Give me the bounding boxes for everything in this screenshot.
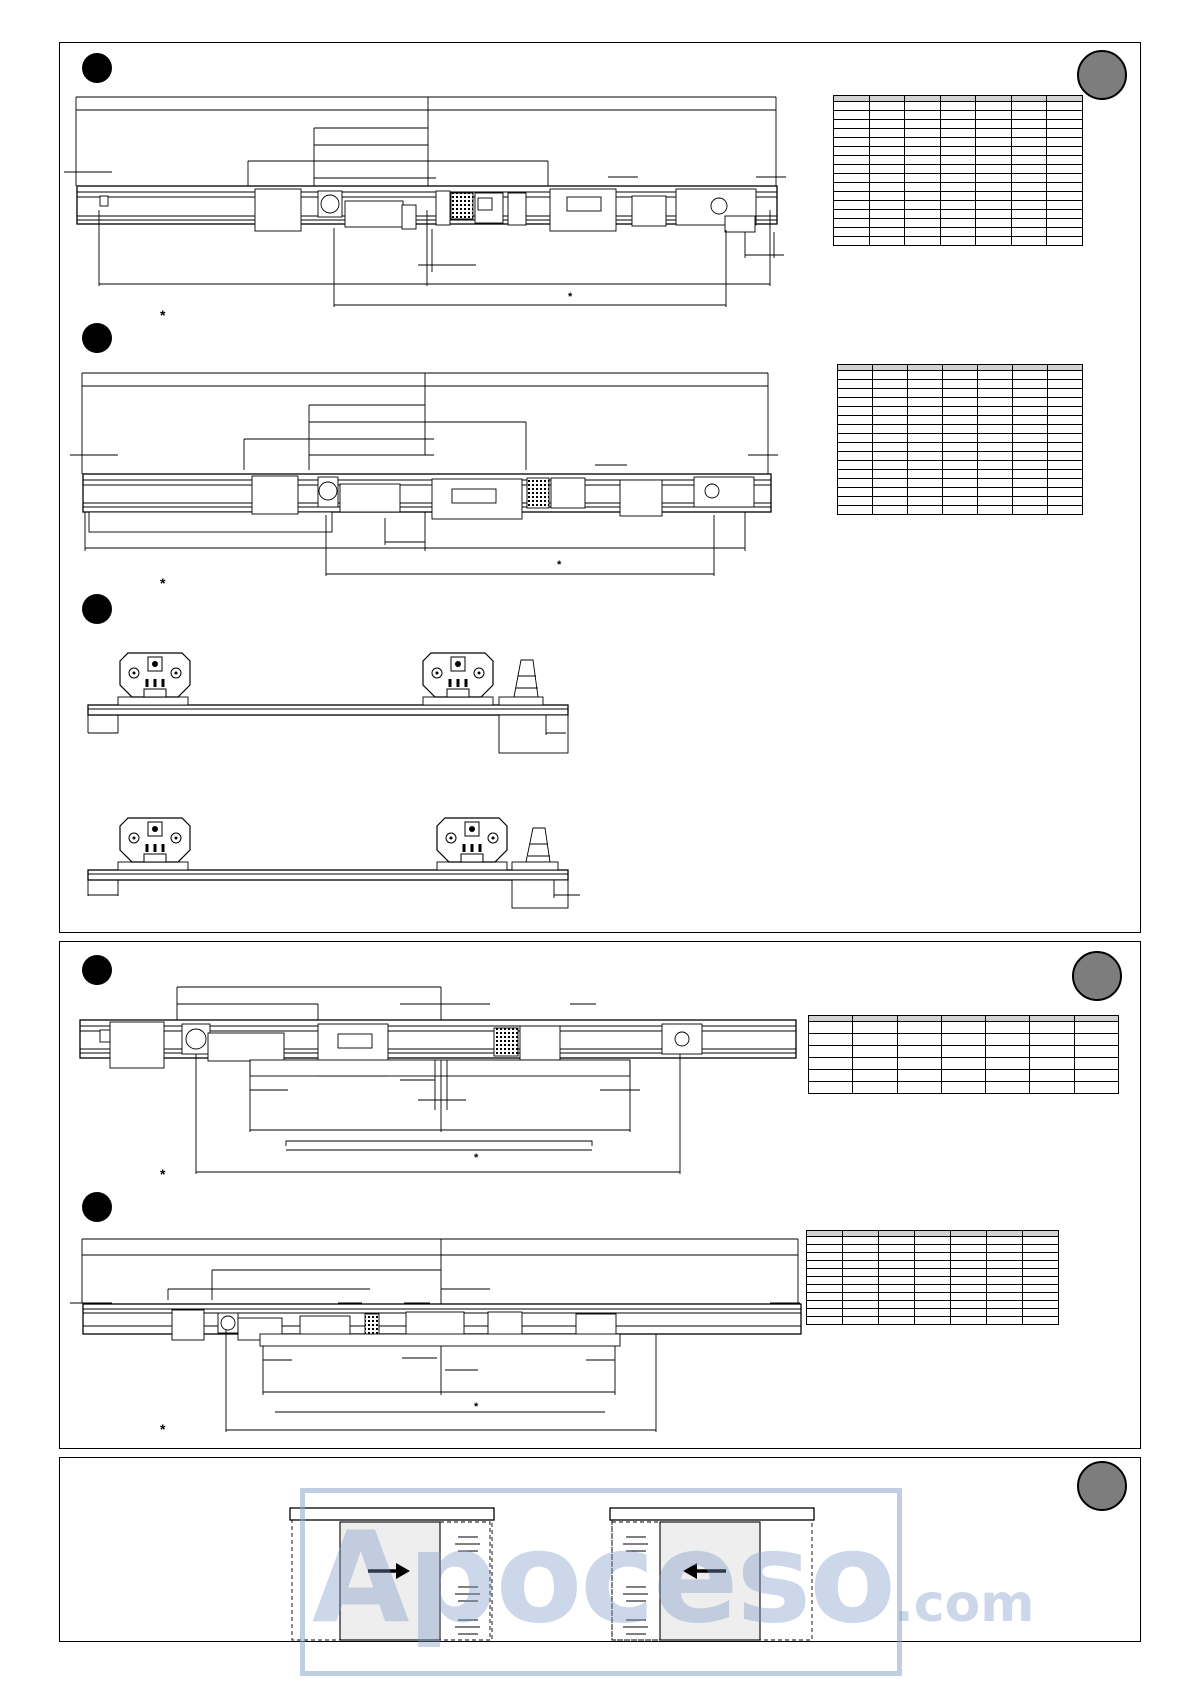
carriage-3a-right bbox=[423, 653, 493, 697]
carriage-3a-left bbox=[120, 653, 190, 697]
dim-star-2: * bbox=[557, 559, 562, 571]
dim-star-4: * bbox=[474, 1152, 479, 1164]
dim-star-5: * bbox=[474, 1401, 479, 1413]
diagram-4-drawing bbox=[80, 987, 796, 1174]
dim-star-1: * bbox=[568, 291, 573, 303]
star-note-1: * bbox=[160, 307, 166, 323]
star-note-2: * bbox=[160, 575, 166, 591]
diagram-2-drawing bbox=[70, 373, 778, 576]
diagram-1-drawing bbox=[64, 97, 786, 307]
star-note-5: * bbox=[160, 1421, 166, 1437]
carriage-3b-left bbox=[120, 818, 190, 862]
diagram-6-drawing bbox=[290, 1508, 814, 1640]
star-note-4: * bbox=[160, 1166, 166, 1182]
watermark-text: Apoceso.com bbox=[312, 1504, 1035, 1651]
diagram-5-drawing bbox=[70, 1239, 801, 1432]
carriage-3b-right bbox=[437, 818, 507, 862]
